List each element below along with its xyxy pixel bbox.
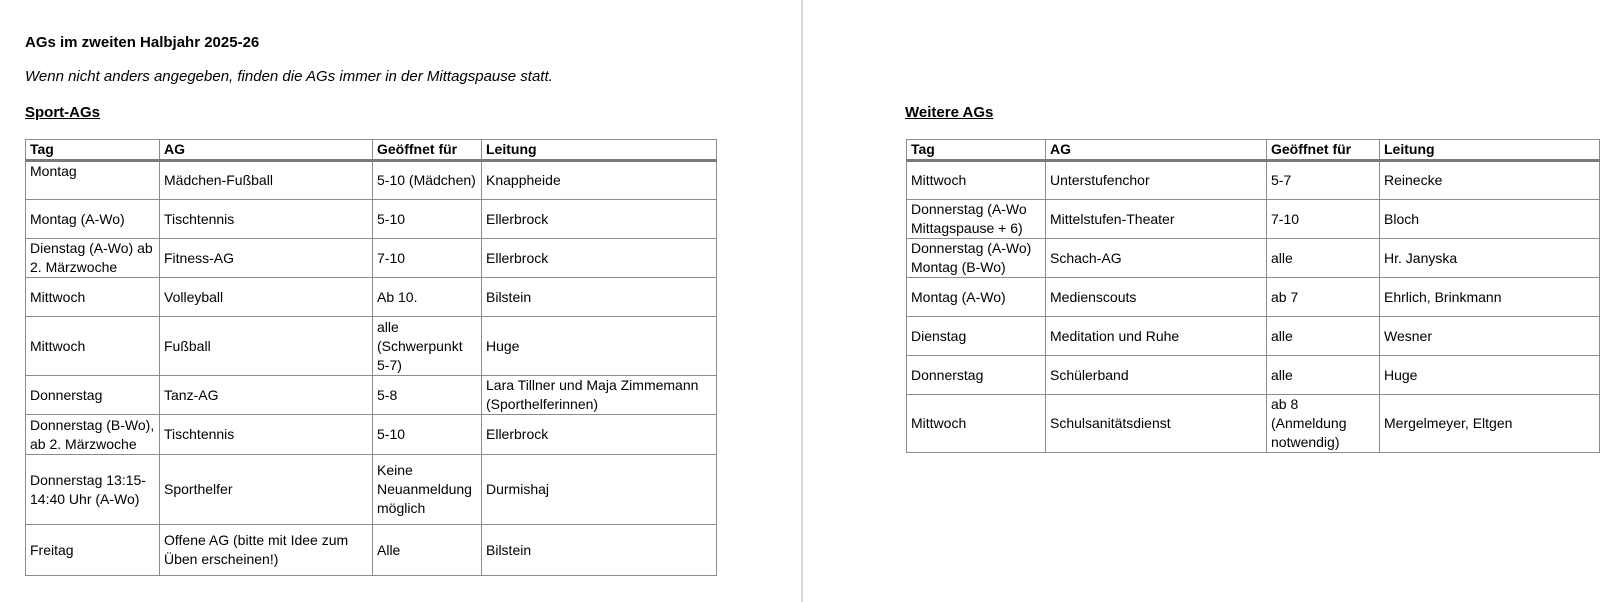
table-row [26,455,717,525]
cell-tag: Mittwoch [26,317,160,376]
cell-ag: Schulsanitätsdienst [1046,395,1267,453]
cell-geoeffnet: Keine Neuanmeldung möglich [373,455,482,525]
column-header-geoeffnet: Geöffnet für [373,140,482,161]
table-header-row [26,140,717,161]
cell-leitung: Reinecke [1380,161,1600,200]
document-title: AGs im zweiten Halbjahr 2025-26 [25,34,260,51]
cell-geoeffnet: 5-10 [373,200,482,239]
cell-ag: Mädchen-Fußball [160,161,373,200]
sport-ags-table [25,139,717,576]
cell-tag: Montag (A-Wo) [907,278,1046,317]
cell-geoeffnet: alle [1267,356,1380,395]
cell-geoeffnet: 5-10 [373,415,482,455]
cell-leitung: Mergelmeyer, Eltgen [1380,395,1600,453]
cell-ag: Tischtennis [160,200,373,239]
cell-geoeffnet: Ab 10. [373,278,482,317]
cell-tag: Donnerstag (A-Wo) Montag (B-Wo) [907,239,1046,278]
cell-tag: Dienstag [907,317,1046,356]
table-row [907,317,1600,356]
column-header-tag: Tag [907,140,1046,161]
cell-ag: Schach-AG [1046,239,1267,278]
cell-tag: Donnerstag (B-Wo), ab 2. Märzwoche [26,415,160,455]
cell-leitung: Bilstein [482,278,717,317]
cell-geoeffnet: ab 7 [1267,278,1380,317]
cell-geoeffnet: 5-7 [1267,161,1380,200]
cell-leitung: Huge [482,317,717,376]
cell-ag: Offene AG (bitte mit Idee zum Üben erscheinen!) [160,525,373,576]
cell-geoeffnet: alle (Schwerpunkt 5-7) [373,317,482,376]
table-row [26,278,717,317]
cell-tag: Donnerstag [26,376,160,415]
weitere-ags-heading: Weitere AGs [905,104,994,121]
cell-ag: Fitness-AG [160,239,373,278]
column-header-leitung: Leitung [482,140,717,161]
column-header-ag: AG [160,140,373,161]
cell-geoeffnet: Alle [373,525,482,576]
cell-leitung: Knappheide [482,161,717,200]
cell-geoeffnet: ab 8 (Anmeldung notwendig) [1267,395,1380,453]
cell-ag: Tanz-AG [160,376,373,415]
cell-geoeffnet: 5-8 [373,376,482,415]
cell-tag: Freitag [26,525,160,576]
cell-ag: Sporthelfer [160,455,373,525]
cell-geoeffnet: 7-10 [373,239,482,278]
table-row [26,200,717,239]
cell-tag: Mittwoch [907,161,1046,200]
column-header-geoeffnet: Geöffnet für [1267,140,1380,161]
cell-leitung: Ellerbrock [482,415,717,455]
cell-ag: Schülerband [1046,356,1267,395]
cell-geoeffnet: alle [1267,239,1380,278]
cell-leitung: Lara Tillner und Maja Zimmemann (Sporthelferinnen) [482,376,717,415]
cell-leitung: Huge [1380,356,1600,395]
sport-ags-heading: Sport-AGs [25,104,100,121]
cell-geoeffnet: 7-10 [1267,200,1380,239]
table-row [26,525,717,576]
table-row [907,278,1600,317]
cell-leitung: Wesner [1380,317,1600,356]
cell-tag: Mittwoch [26,278,160,317]
cell-ag: Mittelstufen-Theater [1046,200,1267,239]
column-header-ag: AG [1046,140,1267,161]
cell-tag: Montag [26,161,160,200]
cell-geoeffnet: 5-10 (Mädchen) [373,161,482,200]
table-row [907,161,1600,200]
weitere-ags-table [906,139,1600,453]
table-row [26,376,717,415]
cell-ag: Fußball [160,317,373,376]
cell-ag: Tischtennis [160,415,373,455]
document-subtitle: Wenn nicht anders angegeben, finden die AGs immer in der Mittagspause statt. [25,68,553,85]
column-header-leitung: Leitung [1380,140,1600,161]
column-header-tag: Tag [26,140,160,161]
table-row [907,395,1600,453]
cell-tag: Montag (A-Wo) [26,200,160,239]
table-row [26,415,717,455]
cell-leitung: Bloch [1380,200,1600,239]
cell-tag: Donnerstag [907,356,1046,395]
table-row [26,161,717,200]
cell-ag: Volleyball [160,278,373,317]
table-row [26,239,717,278]
table-header-row [907,140,1600,161]
table-row [907,239,1600,278]
cell-leitung: Durmishaj [482,455,717,525]
table-row [907,356,1600,395]
cell-ag: Medienscouts [1046,278,1267,317]
cell-geoeffnet: alle [1267,317,1380,356]
cell-leitung: Ehrlich, Brinkmann [1380,278,1600,317]
cell-tag: Donnerstag (A-Wo Mittagspause + 6) [907,200,1046,239]
cell-ag: Meditation und Ruhe [1046,317,1267,356]
cell-tag: Dienstag (A-Wo) ab 2. Märzwoche [26,239,160,278]
cell-tag: Mittwoch [907,395,1046,453]
cell-leitung: Bilstein [482,525,717,576]
cell-tag: Donnerstag 13:15-14:40 Uhr (A-Wo) [26,455,160,525]
cell-leitung: Hr. Janyska [1380,239,1600,278]
cell-leitung: Ellerbrock [482,239,717,278]
table-row [26,317,717,376]
cell-ag: Unterstufenchor [1046,161,1267,200]
cell-leitung: Ellerbrock [482,200,717,239]
table-row [907,200,1600,239]
